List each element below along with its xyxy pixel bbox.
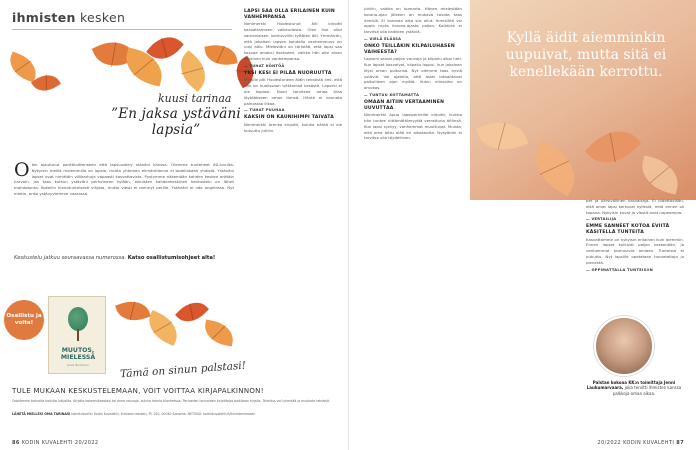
leaf-decoration (204, 42, 237, 69)
column-body: Nimimerkki Apua lapsiperheille kirjoitti, kuinka hän tuntee riittämättömyyttä verrattuna äitiinsä. Kun lapsi syntyy, vanhemmat muuttuvat. Muista, että oma äitisi elää eri aikakautta. Nykyäidin ei tarvitse olla täydellinen. (364, 112, 462, 141)
legal-text: Odotämme tarinoita kaikilta lukijoilta. Kirjoita kokemuksestasi tai anna neuvoja, kuinka toimia tilanteessa. Parhaiden tarinoiden kirjoittajat palkitaan kirjalla. Toimitus voi lyhentää ja muokata tekstejä. (12, 399, 330, 403)
column-heading: EMME SANNEET KOTOA EVIITÄ KÄSITELLÄ TUNTEITA (586, 224, 670, 235)
issue-right: 20/2022 (597, 440, 622, 446)
column-signature: — TUHAT PUUHAA (244, 108, 285, 113)
magazine-name-left: KODIN KUVALEHTI (21, 440, 73, 446)
leaf-decoration (175, 295, 209, 329)
column-heading: KAKSIN ON KAUNIHIMPI TAIVATA (244, 115, 334, 121)
continue-note (14, 255, 234, 261)
tree-icon (66, 307, 90, 341)
column-body: Minulle piti Huolestuneen äidin tekstistä ilmi, että hän on huolissaan tyttärensä kesästä. Lapsesi ei ole kopiosi. Nuori tarvitsee omaa tilaa löytääkseen oman tiensä. Häntä ei kannata painostaa liikaa. (244, 77, 342, 106)
column-body: Lapseni saivat paljon vauvoja ja kilpailu alkoi heti. Kun lapset kasvoivat, kilpailu loppui, kun jokainen löysi oman polkunsa. Nyt olemme taas hyviä ystäviä. Voi ajatella, että asiat loksahtavat paikoilleen ajan myötä. Kukin elinvaihe on arvokas. (364, 56, 462, 91)
lede-text: len ajautunut parittiloittenseen että lapsuudeny stäväni kanssa. Olemme tunteneet 80-luvulta. Nykyisin meillä molemmilla on lapsia, mutta yhteinen elimäntilanne ei todellakaan yhdistä. Ystäväni lapset ovat nimittäin villikarhuja vapaasti kasvattavista. Pystymme näkemään kahden kesken erittäin harvoin. Jos taas kutsun ystäväni perheineen kylään, aikuisten kahdenkeskinen keskustelu on lähes mahdotonta. Kokeilin hienotunteisesti vihjata, mutta viesti ei mennyt perille. Ystäväni ei näe ongelmaa. Nyt mietin, onko ystävyytemme vaarassa. (14, 162, 234, 196)
leaf-decoration (585, 119, 642, 176)
section-label (12, 10, 125, 25)
column-signature: — VERTAILIJA (586, 217, 617, 222)
script-note: Tämä on sinun palstasi! (119, 359, 247, 381)
column-signature: — TUNTUU KOTTAMATTA (364, 92, 420, 97)
participate-badge: Osallistu ja voita! (4, 300, 44, 340)
pull-quote: Kyllä äidit aiemminkin uupuivat, mutta sitä ei kenellekään kerrottu. (505, 30, 667, 80)
book-title: MUUTOS, MIELESSÄ (60, 347, 96, 361)
article-lede (14, 159, 234, 197)
column-signature: — VIELÄ ELÄSSA (364, 36, 402, 41)
book-cover (48, 296, 106, 374)
caption-rest: joka tervitti ihmisten kanssa palkkoja omaa aikaa. (612, 385, 682, 396)
author-portrait (594, 316, 654, 376)
continue-prefix: Keskustelu jatkuu seuraavassa numerossa. (14, 255, 128, 261)
section-label-bold: ihmisten (12, 10, 76, 25)
submission-text: toimitukselle: Kodin Kuvalehti, Ihmisten kesken, PL 100, 00040 Sanoma. NETISSÄ: kodinkuvalehti.fi/ihmistenkesken (70, 412, 256, 416)
column-heading: YKSI KESI EI PILÄÄ NUORUUTTA (244, 70, 332, 76)
caption-bold: Palstan kokoaa KK:n toimittaja Jenni Laukumarvaara, (586, 380, 676, 391)
submission-bold: LÄHETÄ MIELLESI OMA TARINASI (12, 412, 71, 416)
magazine-name-right: KODIN KUVALEHTI (623, 440, 675, 446)
leaf-decoration (524, 140, 585, 196)
column-signature: — OPPIMATTALLA TUNTEISIIN (586, 267, 654, 272)
continue-bold: Katso osallistumisohjeet alta! (127, 255, 216, 261)
column-heading: LAPSI SAA OLLA ERILAINEN KUIN VANHEMPANSA (244, 9, 335, 20)
submission-info (12, 412, 334, 417)
footer-left (12, 440, 99, 446)
column-body: Kasvattamme on nykyisin erilainen kuin aiemmin. Ennen lapset kulkivat paljon keskenään, ja vanhemmat touhusivat omiaan. Tunteista ei puhuttu. Nyt lapsille opetetaan tunnetaitoja jo pienestä. (586, 236, 684, 265)
column-signature: — TUHAT KÖNTÖÄ (244, 63, 285, 68)
column-body: Nimimerkki Huolestunut äiti kirjoitti kasvattamisen vaikeudesta. Olen itse ollut samanlaisen, kohtuuvillin tyttären äiti. Ymmärrän, että jokaisen lapsen kohdalla vanhemmuus on uusi alku. Mielestäni on tärkeää, että lapsi saa kasvaa omaksi itsekseen, vaikka hän olisi aivan erilainen kuin vanhempansa. (244, 21, 342, 61)
leaf-decoration (202, 320, 235, 347)
page-number-left: 86 (12, 440, 20, 446)
photo-caption (586, 380, 682, 396)
column-body: Nimimerkki Arenka kirjoitti, kuinka häntä ei ole kutsuttu juhliin. (244, 121, 342, 133)
text-column-2 (364, 6, 462, 143)
issue-left: 20/2022 (74, 440, 99, 446)
footer-right (598, 440, 685, 446)
column-heading: ONKO TEILLÄKIN KILPAILUHASEN VAIHEESTA? (364, 43, 455, 55)
column-body: pet ja kärsivällinen kasvattaja. Ei pidettäviään, että omat lapsi kertovat kyllesiä, mitä ennen oli tapana. Nykyisin kuvat ja viestit ovat nopeampia. (586, 198, 684, 215)
drop-cap: O (14, 159, 30, 181)
text-column-3 (586, 198, 684, 272)
leaf-decoration (637, 155, 683, 194)
leaf-decoration (476, 113, 528, 158)
page-number-right: 87 (676, 440, 684, 446)
book-author: Jenni Tuominen (67, 363, 89, 367)
section-rule (12, 29, 232, 30)
section-label-regular: kesken (75, 10, 126, 25)
column-body: juhliin, vaikka on kumarta. Hänen mielestään korona-ajan jälkeen on mukava tavata taas ihmisiä. El koronaa aika siis ollut. Ihmisilttä voi oppia myös korona-ajasta paljon. Kaikkien ei tarvitse olla kaikkien ystäviä. (364, 6, 462, 35)
article-headline: ”En jaksa ystäväni lapsia” (111, 106, 241, 138)
column-heading: OMAAN AITIIN VERTAAMINEN UUVUTTAA (364, 99, 445, 111)
text-column-1 (244, 6, 342, 136)
leaf-decoration (115, 296, 151, 327)
tagline: TULE MUKAAN KESKUSTELEMAAN, VOIT VOITTAA KIRJAPALKINNON! (12, 387, 264, 395)
article-kicker: kuusi tarinaa (158, 92, 232, 105)
